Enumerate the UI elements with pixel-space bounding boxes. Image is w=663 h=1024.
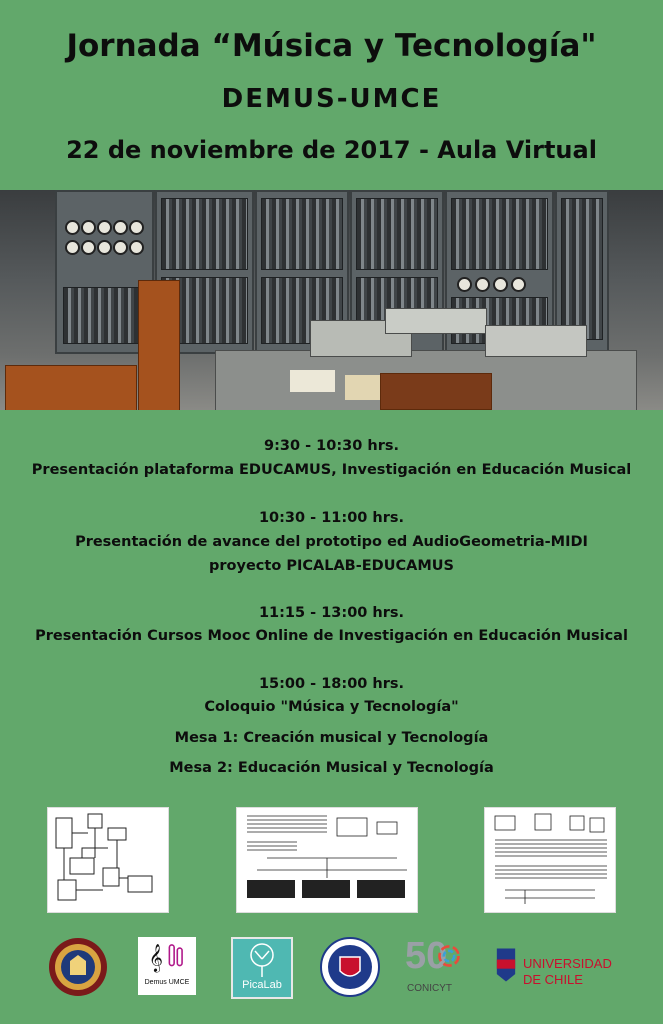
schedule-item: proyecto PICALAB-EDUCAMUS: [209, 558, 454, 574]
uchile-line2: DE CHILE: [523, 972, 583, 987]
chair: [380, 373, 492, 410]
console: [385, 308, 487, 334]
conicyt-logo: [403, 935, 465, 997]
picalab-label: PicaLab: [242, 979, 282, 991]
schedule-time: 10:30 - 11:00 hrs.: [258, 510, 405, 526]
paper: [290, 370, 335, 392]
schedule-item: Presentación plataforma EDUCAMUS, Investigación en Educación Musical: [31, 462, 632, 478]
demus-umce-logo: [138, 937, 196, 995]
wooden-box: [5, 365, 137, 410]
circuit-diagram: [47, 807, 169, 913]
schedule-item: Mesa 2: Educación Musical y Tecnología: [169, 760, 494, 776]
universidad-de-chile-logo: [495, 940, 620, 996]
conicyt-number: 50: [405, 935, 448, 977]
vintage-computer-photo: [0, 190, 663, 410]
demus-label: Demus UMCE: [144, 979, 190, 986]
schedule-item: Presentación de avance del prototipo ed AudioGeometria-MIDI: [75, 534, 588, 550]
schedule-time: 15:00 - 18:00 hrs.: [258, 676, 405, 692]
schedule-item: Presentación Cursos Mooc Online de Investigación en Educación Musical: [35, 628, 628, 644]
schedule-time: 9:30 - 10:30 hrs.: [264, 438, 399, 454]
conicyt-label: CONICYT: [407, 983, 452, 994]
schedule-item: Coloquio "Música y Tecnología": [204, 699, 459, 715]
console: [485, 325, 587, 357]
synth-diagram: [484, 807, 616, 913]
score-diagram: [236, 807, 418, 913]
organizer: DEMUS-UMCE: [221, 84, 442, 114]
uchile-line1: UNIVERSIDAD: [523, 956, 612, 971]
university-seal-logo: [320, 937, 380, 997]
date-place: 22 de noviembre de 2017 - Aula Virtual: [66, 136, 597, 164]
event-title: Jornada “Música y Tecnología": [66, 28, 597, 64]
picalab-logo: [231, 937, 293, 999]
schedule-item: Mesa 1: Creación musical y Tecnología: [174, 730, 489, 746]
svg-text:𝄞: 𝄞: [148, 943, 163, 972]
schedule-time: 11:15 - 13:00 hrs.: [258, 605, 405, 621]
wooden-cabinet: [138, 280, 180, 410]
umce-seal-logo: [48, 937, 108, 997]
